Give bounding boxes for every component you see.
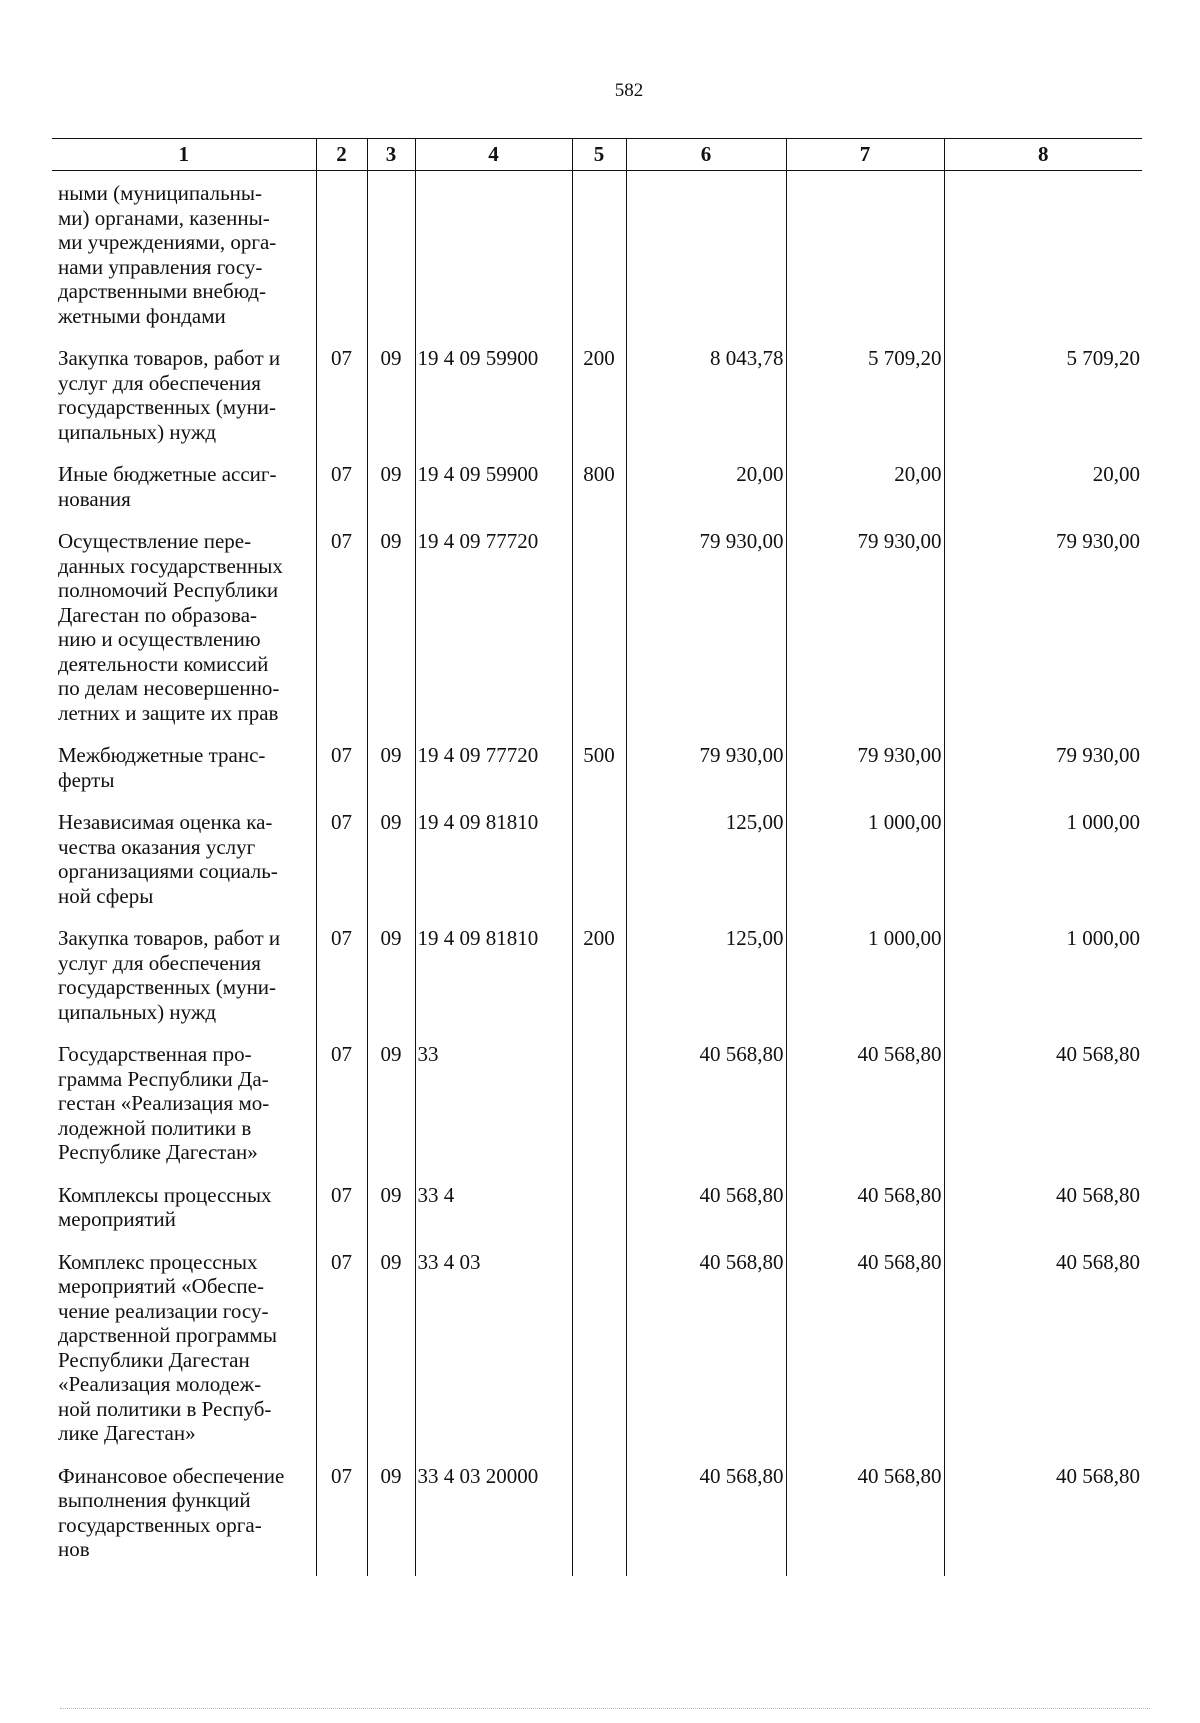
amount-year-3: 5 709,20 [944,346,1142,462]
expense-type-code [572,171,626,347]
amount-year-3: 79 930,00 [944,529,1142,743]
amount-year-2: 79 930,00 [786,529,944,743]
row-name: Иные бюджетные ассиг- нования [58,462,277,511]
subsection-code: 09 [367,810,415,926]
section-code: 07 [316,1183,367,1250]
section-code: 07 [316,462,367,529]
table-row [52,926,1142,1042]
target-article-code: 19 4 09 59900 [415,462,572,529]
subsection-code: 09 [367,1183,415,1250]
expense-type-code [572,810,626,926]
amount-year-2: 1 000,00 [786,810,944,926]
section-code: 07 [316,1042,367,1183]
target-article-code: 33 4 03 [415,1250,572,1464]
amount-year-1: 8 043,78 [626,346,786,462]
amount-year-1: 125,00 [626,926,786,1042]
table-header-row [52,139,1142,171]
amount-year-3: 40 568,80 [944,1042,1142,1183]
section-code: 07 [316,529,367,743]
table-row [52,810,1142,926]
expense-type-code [572,1464,626,1576]
column-header: 3 [367,139,415,171]
expense-type-code [572,1250,626,1464]
row-name: Межбюджетные транс- ферты [58,743,266,792]
section-code: 07 [316,346,367,462]
amount-year-3: 79 930,00 [944,743,1142,810]
section-code: 07 [316,1250,367,1464]
table-row [52,1183,1142,1250]
row-name: Независимая оценка ка- чества оказания услуг организациями социаль- ной сферы [58,810,278,908]
amount-year-1: 79 930,00 [626,529,786,743]
target-article-code: 19 4 09 81810 [415,926,572,1042]
amount-year-2: 5 709,20 [786,346,944,462]
amount-year-3: 40 568,80 [944,1250,1142,1464]
amount-year-3 [944,171,1142,347]
table-row [52,743,1142,810]
scan-edge-divider [60,1708,1150,1709]
expense-type-code: 800 [572,462,626,529]
table-row [52,171,1142,347]
table-row [52,346,1142,462]
row-name: Осуществление пере- данных государственных полномочий Республики Дагестан по образова- нию и осуществлению деятельности комиссий по делам несовершенно- летних и защите их прав [58,529,283,725]
amount-year-1: 40 568,80 [626,1464,786,1576]
expense-type-code [572,1183,626,1250]
target-article-code: 19 4 09 59900 [415,346,572,462]
column-header: 7 [786,139,944,171]
subsection-code: 09 [367,529,415,743]
table-row [52,529,1142,743]
expense-type-code [572,529,626,743]
column-header: 6 [626,139,786,171]
amount-year-1: 40 568,80 [626,1183,786,1250]
amount-year-3: 20,00 [944,462,1142,529]
amount-year-2: 79 930,00 [786,743,944,810]
target-article-code: 33 [415,1042,572,1183]
target-article-code: 33 4 03 20000 [415,1464,572,1576]
section-code [316,171,367,347]
section-code: 07 [316,926,367,1042]
table-row [52,1250,1142,1464]
table-row [52,1042,1142,1183]
amount-year-3: 40 568,80 [944,1464,1142,1576]
amount-year-2 [786,171,944,347]
amount-year-3: 1 000,00 [944,926,1142,1042]
expense-type-code [572,1042,626,1183]
row-name: Комплексы процессных мероприятий [58,1182,272,1231]
amount-year-1: 20,00 [626,462,786,529]
amount-year-1: 79 930,00 [626,743,786,810]
column-header: 5 [572,139,626,171]
subsection-code [367,171,415,347]
target-article-code: 19 4 09 77720 [415,529,572,743]
budget-table [52,138,1142,1576]
amount-year-3: 40 568,80 [944,1183,1142,1250]
table-row [52,462,1142,529]
row-name: Государственная про- грамма Республики Да- гестан «Реализация мо- лодежной политики в Республике Дагестан» [58,1042,270,1164]
subsection-code: 09 [367,346,415,462]
section-code: 07 [316,810,367,926]
subsection-code: 09 [367,743,415,810]
row-name: Финансовое обеспечение выполнения функций государственных орга- нов [58,1463,285,1561]
section-code: 07 [316,1464,367,1576]
section-code: 07 [316,743,367,810]
amount-year-3: 1 000,00 [944,810,1142,926]
row-name: ными (муниципальны- ми) органами, казенны- ми учреждениями, орга- нами управления госу- дарственными внебюд- жетными фондами [58,181,277,328]
row-name: Комплекс процессных мероприятий «Обеспе- чение реализации госу- дарственной программы Республики Дагестан «Реализация молодеж- ной политики в Респуб- лике Дагестан» [58,1249,277,1445]
amount-year-1: 40 568,80 [626,1042,786,1183]
row-name: Закупка товаров, работ и услуг для обеспечения государственных (муни- ципальных) нужд [58,926,281,1024]
column-header: 8 [944,139,1142,171]
subsection-code: 09 [367,1464,415,1576]
amount-year-1: 125,00 [626,810,786,926]
target-article-code: 19 4 09 77720 [415,743,572,810]
page-number: 582 [614,80,644,101]
subsection-code: 09 [367,1042,415,1183]
column-header: 4 [415,139,572,171]
amount-year-2: 40 568,80 [786,1183,944,1250]
column-header: 1 [52,139,316,171]
amount-year-1 [626,171,786,347]
expense-type-code: 500 [572,743,626,810]
target-article-code: 33 4 [415,1183,572,1250]
amount-year-2: 20,00 [786,462,944,529]
column-header: 2 [316,139,367,171]
expense-type-code: 200 [572,346,626,462]
subsection-code: 09 [367,1250,415,1464]
amount-year-1: 40 568,80 [626,1250,786,1464]
amount-year-2: 40 568,80 [786,1464,944,1576]
amount-year-2: 40 568,80 [786,1250,944,1464]
target-article-code: 19 4 09 81810 [415,810,572,926]
expense-type-code: 200 [572,926,626,1042]
target-article-code [415,171,572,347]
amount-year-2: 1 000,00 [786,926,944,1042]
table-row [52,1464,1142,1576]
subsection-code: 09 [367,462,415,529]
row-name: Закупка товаров, работ и услуг для обеспечения государственных (муни- ципальных) нужд [58,346,281,444]
amount-year-2: 40 568,80 [786,1042,944,1183]
subsection-code: 09 [367,926,415,1042]
